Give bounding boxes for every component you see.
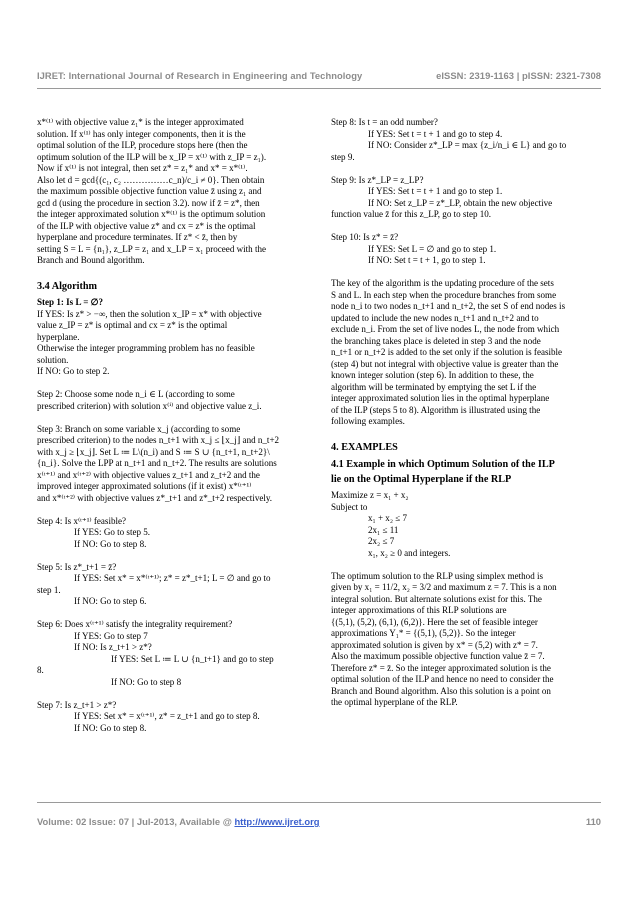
step9-yes: If YES: Set t = t + 1 and go to step 1. <box>368 186 503 196</box>
intro-line-7: the maximum possible objective function value z̄ using z₁ and <box>37 186 262 196</box>
key-line: (step 4) but not integral with objective value is greater than the <box>331 358 559 369</box>
step1-line: hyperplane. <box>37 331 80 342</box>
section-heading-examples: 4. EXAMPLES <box>331 442 398 453</box>
intro-line-8: gcd d (using the procedure in section 3.2). now if z̄ = z*, then <box>37 197 260 208</box>
opt-line: Also the maximum possible objective function value z̄ = 7. <box>331 651 545 661</box>
step3-line: Step 3: Branch on some variable x_j (according to some <box>37 423 241 434</box>
step6-yes: If YES: Go to step 7 <box>74 630 148 641</box>
step8-yes: If YES: Set t = t + 1 and go to step 4. <box>368 128 503 139</box>
right-column <box>331 117 602 709</box>
step8-no-cont: step 9. <box>331 151 355 162</box>
constraint-2: 2x₁ ≤ 11 <box>368 524 399 535</box>
opt-line: integer approximations of this RLP solutions are <box>331 605 507 615</box>
intro-line-13: Branch and Bound algorithm. <box>37 255 145 265</box>
step1-line: value z_IP = z* is optimal and cx = z* is the optimal <box>37 320 228 330</box>
step4-no: If NO: Go to step 8. <box>74 538 147 549</box>
key-line: integer approximated solution lies in the optimal hyperplane <box>331 393 550 403</box>
opt-line: optimal solution of the ILP and hence no need to consider the <box>331 674 554 684</box>
step9-title: Step 9: Is z*_LP = z_LP? <box>331 174 424 185</box>
footer-volume-text: Volume: 02 Issue: 07 | Jul-2013, Available @ <box>37 816 235 827</box>
constraint-4: x₁, x₂ ≥ 0 and integers. <box>368 547 451 558</box>
step6-no-no: If NO: Go to step 8 <box>111 676 182 687</box>
opt-line: The optimum solution to the RLP using simplex method is <box>331 570 544 581</box>
step7-yes: If YES: Set x* = x⁽ᵗ⁺¹⁾, z* = z_t+1 and go to step 8. <box>74 711 260 721</box>
opt-line: Branch and Bound algorithm. Also this solution is a point on <box>331 685 551 696</box>
key-line: known integer solution (step 6). In addition to these, the <box>331 370 534 380</box>
intro-line-6: Also let d = gcd{(c₁, c₂ ……………c_n)/c_i ≠ 0}. Then obtain <box>37 174 265 185</box>
page-number: 110 <box>585 816 601 827</box>
key-line: of the ILP (steps 5 to 8). Algorithm is illustrated using the <box>331 404 541 415</box>
step8-no: If NO: Consider z*_LP = max {z_i/n_i ∈ L} and go to <box>368 140 567 150</box>
step10-title: Step 10: Is z* = z̄? <box>331 232 399 242</box>
step1-title: Step 1: Is L = ∅? <box>37 297 104 307</box>
intro-line-2: solution. If x⁽¹⁾ has only integer components, then it is the <box>37 128 246 139</box>
step8-title: Step 8: Is t = an odd number? <box>331 117 438 127</box>
issn-info: eISSN: 2319-1163 | pISSN: 2321-7308 <box>436 70 601 81</box>
key-line: updated to include the new nodes n_t+1 and n_t+2 and to <box>331 312 539 323</box>
key-line: S and L. In each step when the procedure branches from some <box>331 289 557 300</box>
step1-line: If YES: Is z* > −∞, then the solution x_IP = x* with objective <box>37 308 262 319</box>
key-line: following examples. <box>331 416 405 426</box>
opt-line: integral solution. But alternate solutions exist for this. The <box>331 593 542 604</box>
intro-line-4: optimum solution of the ILP will be x_IP = x⁽¹⁾ with z_IP = z₁). <box>37 151 267 162</box>
step5-yes-cont: step 1. <box>37 584 61 595</box>
page-header <box>37 70 601 81</box>
key-line: n_t+1 or n_t+2 is added to the set only if the solution is feasible <box>331 347 563 357</box>
journal-title: IJRET: International Journal of Research in Engineering and Technology <box>37 70 363 81</box>
step6-no: If NO: Is z_t+1 > z*? <box>74 642 152 652</box>
footer-rule <box>37 802 601 803</box>
step6-no-yes: If YES: Set L ≔ L ∪ {n_t+1} and go to step <box>111 653 274 664</box>
key-line: algorithm will be terminated by emptying the set L if the <box>331 381 537 392</box>
step2-line: prescribed criterion) with solution x⁽ⁱ⁾ and objective value z_i. <box>37 400 262 411</box>
section-heading-algorithm: 3.4 Algorithm <box>37 281 97 292</box>
footer-volume <box>37 816 320 827</box>
step3-line: {n_i}. Solve the LPP at n_t+1 and n_t+2. The results are solutions <box>37 458 277 468</box>
step1-line: solution. <box>37 354 69 365</box>
subsection-heading-line-2: lie on the Optimal Hyperplane if the RLP <box>331 474 512 485</box>
step6-title: Step 6: Does x⁽ᵗ⁺¹⁾ satisfy the integrality requirement? <box>37 619 233 629</box>
step5-no: If NO: Go to step 6. <box>74 596 147 606</box>
step4-title: Step 4: Is x⁽ᵗ⁺¹⁾ feasible? <box>37 515 127 526</box>
step10-yes: If YES: Set L = ∅ and go to step 1. <box>368 243 497 254</box>
header-rule <box>37 88 601 89</box>
intro-line-1: x*⁽¹⁾ with objective value z₁* is the integer approximated <box>37 117 244 127</box>
problem-objective: Maximize z = x₁ + x₂ <box>331 490 409 500</box>
step10-no: If NO: Set t = t + 1, go to step 1. <box>368 255 486 265</box>
page-footer <box>37 816 601 827</box>
step5-title: Step 5: Is z*_t+1 = z̄? <box>37 561 117 572</box>
subsection-heading-line-1: 4.1 Example in which Optimum Solution of the ILP <box>331 459 555 470</box>
step3-line: prescribed criterion) to the nodes n_t+1 with x_j ≤ ⌊x_j⌋ and n_t+2 <box>37 435 280 445</box>
step3-line: with x_j ≥ ⌊x_j⌋. Set L ≔ L\(n_i) and S ≔ S ∪ {n_t+1, n_t+2}\ <box>37 446 270 457</box>
intro-line-11: hyperplane and procedure terminates. If z* < z̄, then by <box>37 232 238 242</box>
left-column <box>37 117 307 734</box>
problem-subject: Subject to <box>331 501 368 512</box>
step9-no-cont: function value z̄ for this z_LP, go to step 10. <box>331 209 492 219</box>
step7-no: If NO: Go to step 8. <box>74 722 147 733</box>
constraint-1: x₁ + x₂ ≤ 7 <box>368 513 407 523</box>
opt-line: given by x₁ = 11/2, x₂ = 3/2 and maximum z = 7. This is a non <box>331 582 557 592</box>
step9-no: If NO: Set z_LP = z*_LP, obtain the new objective <box>368 197 553 208</box>
step7-title: Step 7: Is z_t+1 > z*? <box>37 699 117 710</box>
opt-line: the optimal hyperplane of the RLP. <box>331 697 458 707</box>
intro-line-5: Now if x⁽¹⁾ is not integral, then set z* = z₁* and x* = x*⁽¹⁾. <box>37 163 248 173</box>
intro-line-3: optimal solution of the ILP, procedure stops here (then the <box>37 140 248 150</box>
intro-line-10: of the ILP with objective value z* and cx = z* is the optimal <box>37 220 256 231</box>
step5-yes: If YES: Set x* = x*⁽ᵗ⁺¹⁾; z* = z*_t+1; L = ∅ and go to <box>74 573 271 583</box>
constraint-3: 2x₂ ≤ 7 <box>368 536 395 546</box>
opt-line: approximated solution is given by x* = (5,2) with z* = 7. <box>331 639 538 650</box>
key-line: node n_i to two nodes n_t+1 and n_t+2, the set S of end nodes is <box>331 301 566 311</box>
footer-url-link[interactable]: http://www.ijret.org <box>234 816 320 827</box>
step2-line: Step 2: Choose some node n_i ∈ L (according to some <box>37 389 235 399</box>
intro-line-9: the integer approximated solution x*⁽¹⁾ is the optimum solution <box>37 209 266 219</box>
key-line: the branching takes place is deleted in step 3 and the node <box>331 335 541 346</box>
step3-line: and x*⁽ᵗ⁺²⁾ with objective values z*_t+1 and z*_t+2 respectively. <box>37 492 273 503</box>
opt-line: approximations Y₁* = {(5,1), (5,2)}. So the integer <box>331 628 516 638</box>
key-line: exclude n_i. From the set of live nodes L, the node from which <box>331 324 560 334</box>
opt-line: Therefore z* = z̄. So the integer approximated solution is the <box>331 662 551 673</box>
key-line: The key of the algorithm is the updating procedure of the sets <box>331 278 554 288</box>
step1-line: Otherwise the integer programming problem has no feasible <box>37 343 255 353</box>
step3-line: x⁽ᵗ⁺¹⁾ and x⁽ᵗ⁺²⁾ with objective values z_t+1 and z_t+2 and the <box>37 469 260 480</box>
intro-line-12: setting S = L = {n₁}, z_LP = z₁ and x_LP = x₁ proceed with the <box>37 243 267 254</box>
step6-no-yes-cont: 8. <box>37 665 44 675</box>
opt-line: {(5,1), (5,2), (6,1), (6,2)}. Here the set of feasible integer <box>331 616 538 627</box>
step1-line: If NO: Go to step 2. <box>37 366 110 376</box>
step4-yes: If YES: Go to step 5. <box>74 527 151 537</box>
step3-line: improved integer approximated solutions (if it exist) x*⁽ᵗ⁺¹⁾ <box>37 481 252 491</box>
